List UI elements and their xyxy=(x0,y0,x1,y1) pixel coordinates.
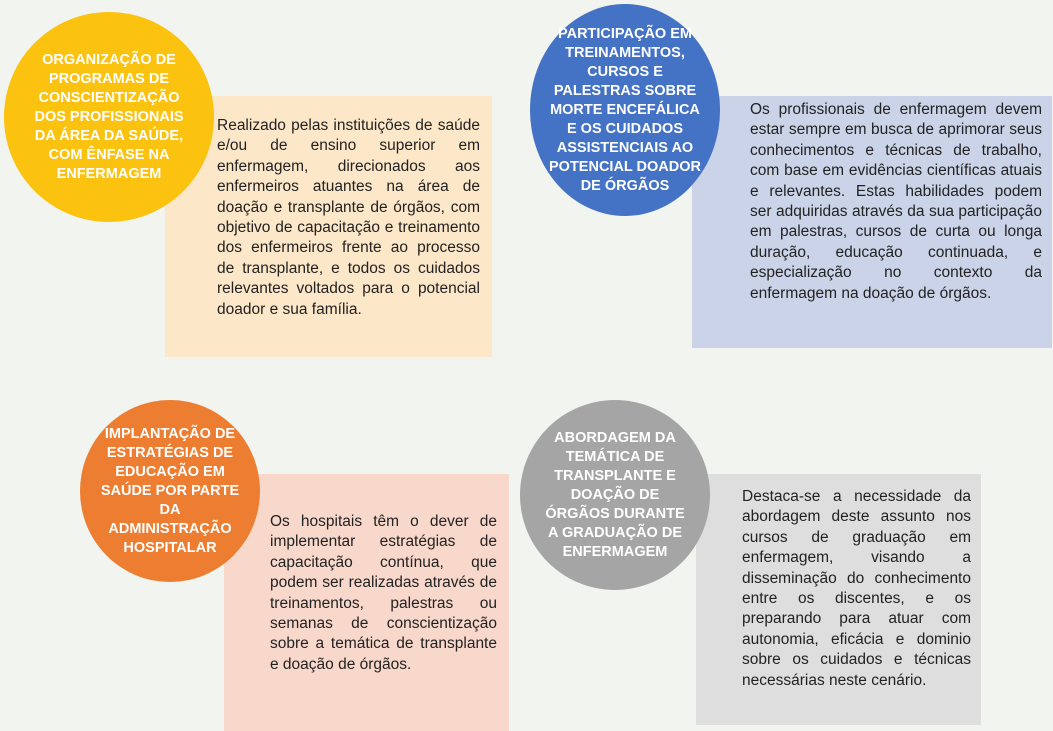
description-box-3 xyxy=(224,474,509,731)
title-circle-1 xyxy=(4,12,214,222)
title-circle-3 xyxy=(80,400,260,582)
description-box-4 xyxy=(696,474,981,725)
description-text-3: Os hospitais têm o dever de implementar estratégias de capacitação contínua, que podem ser realizadas através de treinamentos, palestras ou semanas de conscientização sobre a temática de transplante e doação de órgãos. xyxy=(270,513,497,673)
title-text-4: ABORDAGEM DA TEMÁTICA DE TRANSPLANTE E DOAÇÃO DE ÓRGÃOS DURANTE A GRADUAÇÃO DE ENFERMAGEM xyxy=(545,429,685,560)
description-text-1: Realizado pelas instituições de saúde e/ou de ensino superior em enfermagem, direcionados aos enfermeiros atuantes na área de doação e transplante de órgãos, com objetivo de capacitação e treinamento dos enfermeiros frente ao processo de transplante, e todos os cuidados relevantes voltados para o potencial doador e sua família. xyxy=(217,117,480,318)
description-box-1 xyxy=(165,96,492,357)
description-box-2 xyxy=(692,96,1052,348)
title-circle-2 xyxy=(530,4,720,216)
description-text-2: Os profissionais de enfermagem devem estar sempre em busca de aprimorar seus conhecimentos e técnicas de trabalho, com base em evidências científicas atuais e relevantes. Estas habilidades podem ser adquiridas através da sua participação em palestras, cursos de curta ou longa duração, educação continuada, e especialização no contexto da enfermagem na doação de órgãos. xyxy=(750,101,1042,302)
description-text-4: Destaca-se a necessidade da abordagem deste assunto nos cursos de graduação em enfermagem, visando a disseminação do conhecimento entre os discentes, e os preparando para atuar com autonomia, eficácia e dominio sobre os cuidados e técnicas necessárias neste cenário. xyxy=(742,488,971,689)
title-text-1: ORGANIZAÇÃO DE PROGRAMAS DE CONSCIENTIZAÇÃO DOS PROFISSIONAIS DA ÁREA DA SAÚDE, COM ÊNFASE NA ENFERMAGEM xyxy=(34,51,184,182)
title-text-3: IMPLANTAÇÃO DE ESTRATÉGIAS DE EDUCAÇÃO EM SAÚDE POR PARTE DA ADMINISTRAÇÃO HOSPITALAR xyxy=(100,425,240,556)
title-text-2: PARTICIPAÇÃO EM TREINAMENTOS, CURSOS E PALESTRAS SOBRE MORTE ENCEFÁLICA E OS CUIDADOS ASSISTENCIAIS AO POTENCIAL DOADOR DE ÓRGÃOS xyxy=(549,25,701,194)
title-circle-4 xyxy=(520,400,710,590)
